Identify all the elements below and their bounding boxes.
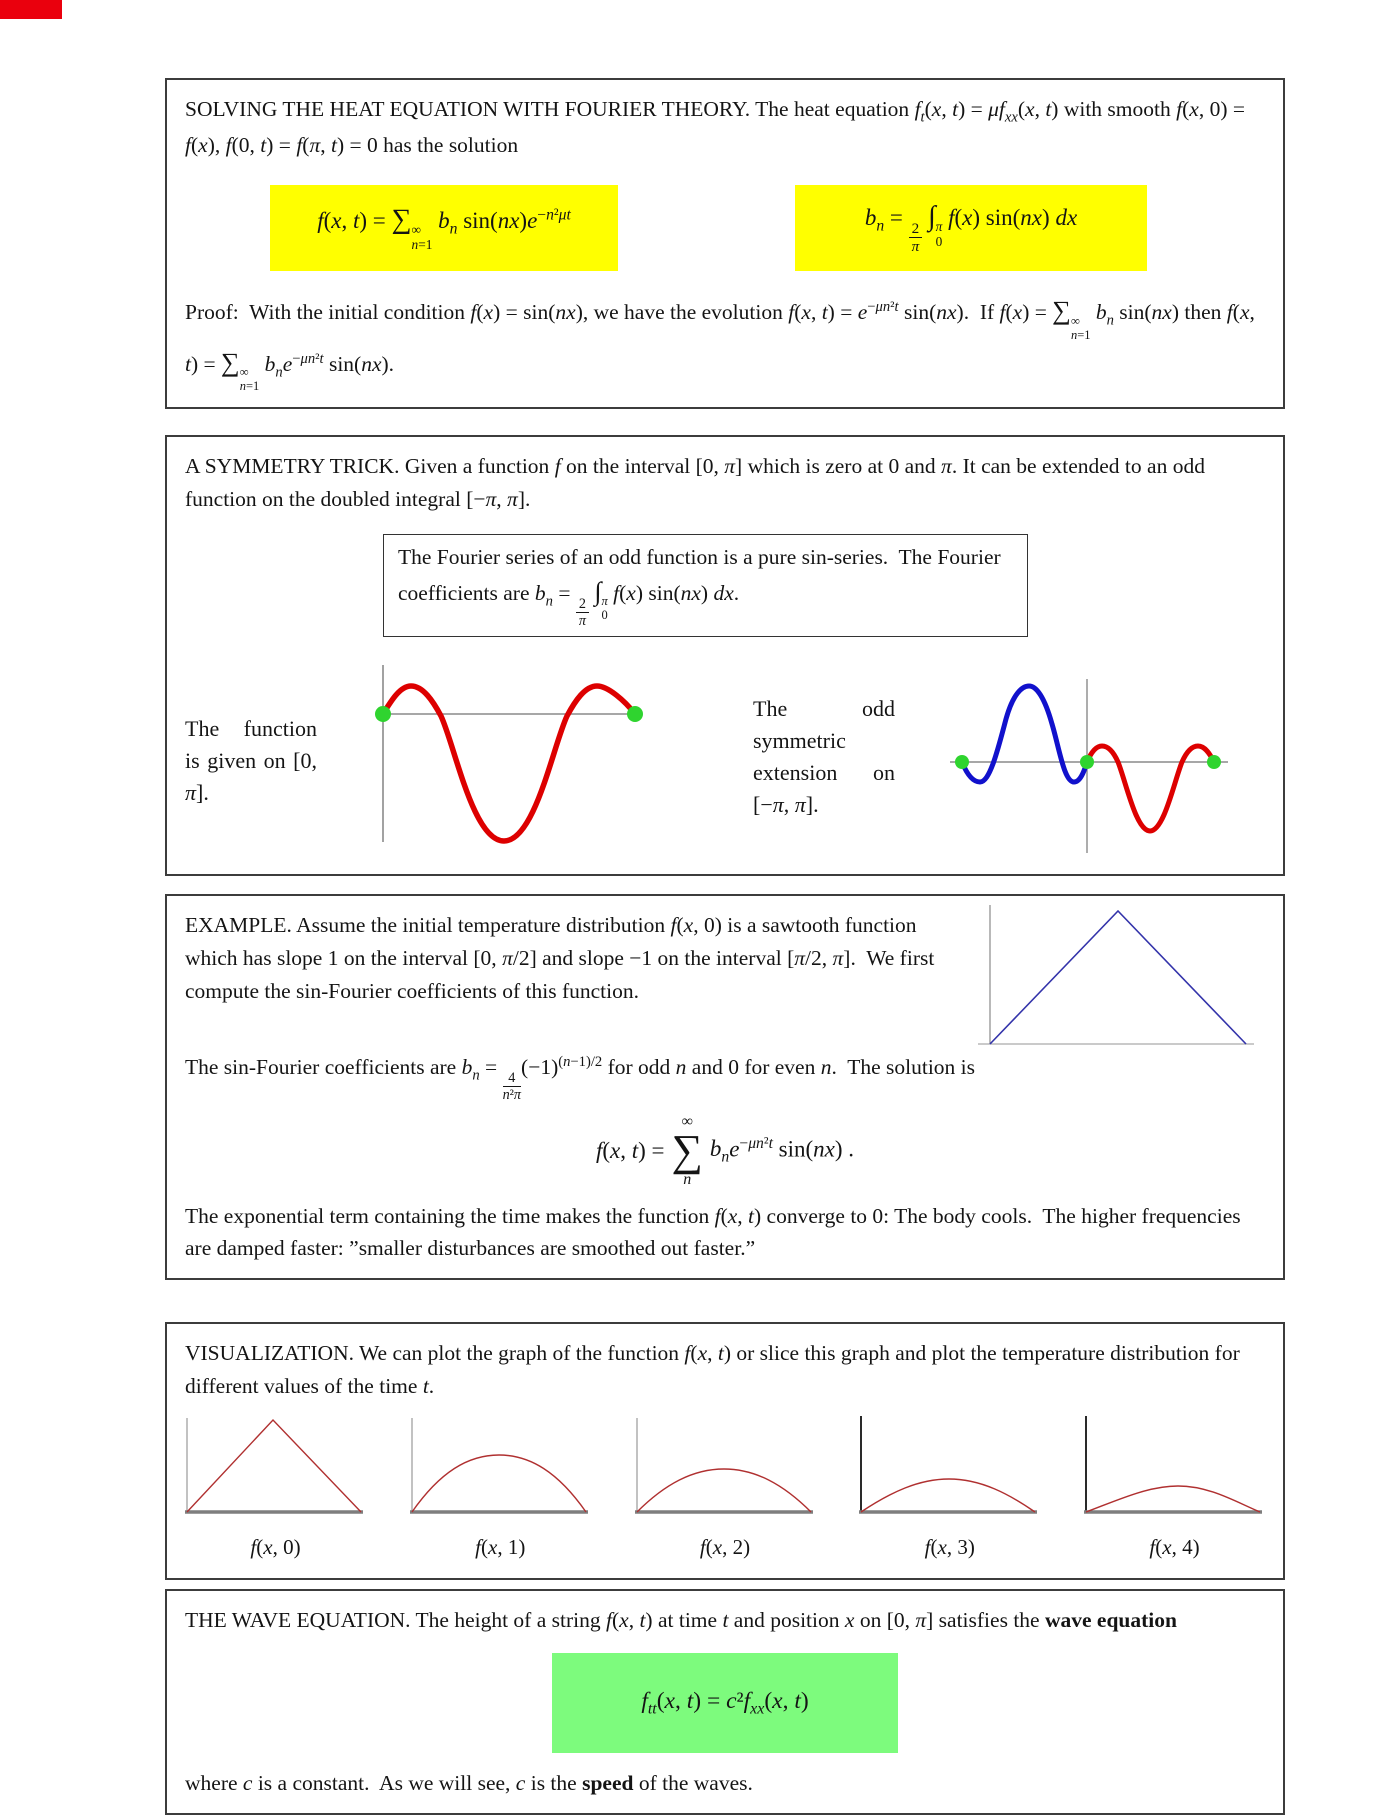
slice-label: f(x, 1) bbox=[475, 1535, 526, 1560]
temperature-curve bbox=[412, 1455, 586, 1512]
slice-plot-t2 bbox=[635, 1416, 816, 1516]
summation-symbol bbox=[672, 1114, 703, 1188]
symmetry-plots-row bbox=[185, 661, 1265, 854]
odd-function-note: The Fourier series of an odd function is a pure sin-series. The Fourier coefficients are $b_n$ = $\frac{2}{\pi}$ ∫ π 0 f(x) sin(nx) dx. bbox=[383, 534, 1028, 638]
wave-formula: $f_{tt}(x$, $t) = c^2f_{xx}(x$, t) bbox=[641, 1687, 809, 1718]
sawtooth-curve bbox=[990, 911, 1246, 1044]
red-corner-marker bbox=[0, 0, 62, 19]
sum-lower-limit: n bbox=[683, 1170, 692, 1188]
slice-plot-cell bbox=[635, 1416, 816, 1560]
visualization-intro-paragraph: VISUALIZATION. We can plot the graph of the function f(x, t) or slice this graph and plot the temperature distribution for different values of the time t. bbox=[185, 1340, 1240, 1398]
slice-plot-t0 bbox=[185, 1416, 366, 1516]
sawtooth-plot bbox=[978, 905, 1263, 1047]
odd-extension-red-curve bbox=[1087, 746, 1214, 831]
heat-proof-paragraph: Proof: With the initial condition f(x) = sin(nx), we have the evolution f(x, $t) = e^{-\mu n^2t}$ sin(nx). If f(x) = ∑ ∞ n=1 $b_n$ sin(nx) then f(x, t) = ∑ ∞ n=1 $b_ne^{-\mu n^2t}$ sin(nx). bbox=[185, 296, 1255, 394]
slice-label: f(x, 3) bbox=[924, 1535, 975, 1560]
wave-formula-highlight bbox=[552, 1653, 898, 1753]
solution-formula-highlight bbox=[270, 185, 618, 271]
endpoint-dot bbox=[955, 755, 969, 769]
section-visualization bbox=[165, 1322, 1285, 1580]
sine-curve bbox=[383, 686, 635, 841]
slice-plot-t4 bbox=[1084, 1416, 1265, 1516]
heat-formula-row bbox=[270, 185, 1265, 271]
temperature-curve bbox=[1086, 1486, 1260, 1512]
slice-plot-cell bbox=[410, 1416, 591, 1560]
slice-label: f(x, 2) bbox=[699, 1535, 751, 1560]
section-wave-equation bbox=[165, 1589, 1285, 1814]
coefficient-formula-highlight bbox=[795, 185, 1147, 271]
heat-intro-paragraph: SOLVING THE HEAT EQUATION WITH FOURIER THEORY. The heat equation $f_t(x$, $t) = \mu f_{xx}(x$, t) with smooth f(x, 0) = f(x), f(0, t) = f(π, t) = 0 has the solution bbox=[185, 97, 1245, 157]
example-intro-paragraph: EXAMPLE. Assume the initial temperature distribution f(x, 0) is a sawtooth function which has slope 1 on the interval [0, π/2] and slope −1 on the interval [π/2, π]. We first compute the sin-Fourier coefficients of this function. bbox=[185, 913, 935, 1003]
sigma-glyph: ∑ bbox=[671, 1125, 703, 1175]
slice-label: f(x, 0) bbox=[250, 1535, 301, 1560]
solution-formula: f(x, t) = ∑ ∞ n=1 $b_n$ $\sin(nx)e^{-n^2\mu t}$ bbox=[317, 203, 571, 252]
coefficient-formula: $b_n$ = $\frac{2}{\pi}$ ∫ π 0 f(x) sin(nx) dx bbox=[864, 200, 1078, 256]
endpoint-dot bbox=[375, 706, 391, 722]
function-plot bbox=[373, 661, 658, 846]
equation-lhs: f(x, t) = bbox=[595, 1137, 665, 1163]
function-plot-caption: The function is given on [0, π]. bbox=[185, 716, 317, 805]
sum-upper-limit: ∞ bbox=[681, 1112, 693, 1130]
example-outro-paragraph: The exponential term containing the time makes the function f(x, t) converge to 0: The body cools. The higher frequencies are damped faster: ”smaller disturbances are smoothed out faster.” bbox=[185, 1203, 1241, 1261]
odd-extension-blue-curve bbox=[962, 686, 1087, 782]
endpoint-dot bbox=[627, 706, 643, 722]
equation-rhs: $b_ne^{-\mu n^2t}$ sin(nx) . bbox=[709, 1134, 855, 1166]
origin-dot bbox=[1080, 755, 1094, 769]
odd-extension-caption: The odd symmetric extension on [−π, π]. bbox=[753, 696, 895, 817]
temperature-curve bbox=[637, 1469, 811, 1512]
section-symmetry-trick bbox=[165, 435, 1285, 876]
slice-plot-cell bbox=[1084, 1416, 1265, 1560]
coefficients-paragraph: The sin-Fourier coefficients are $b_n$ = $\frac{4}{\text{n²π}}$ $(-1)^{(n-1)/2}$ for odd n and 0 for even n. The solution is bbox=[185, 1054, 976, 1104]
section-heat-equation bbox=[165, 78, 1285, 409]
temperature-curve bbox=[187, 1420, 361, 1512]
temperature-slices-row bbox=[185, 1416, 1265, 1560]
solution-display-equation bbox=[185, 1114, 1265, 1188]
slice-label: f(x, 4) bbox=[1149, 1535, 1200, 1560]
endpoint-dot bbox=[1207, 755, 1221, 769]
slice-plot-t1 bbox=[410, 1416, 591, 1516]
slice-plot-cell bbox=[185, 1416, 366, 1560]
temperature-curve bbox=[861, 1479, 1035, 1512]
notes-page bbox=[165, 78, 1285, 1815]
wave-outro-paragraph: where c is a constant. As we will see, c is the speed of the waves. bbox=[185, 1770, 753, 1795]
slice-plot-t3 bbox=[859, 1416, 1040, 1516]
odd-extension-plot bbox=[950, 679, 1230, 854]
section-example bbox=[165, 894, 1285, 1280]
symmetry-intro-paragraph: A SYMMETRY TRICK. Given a function f on the interval [0, π] which is zero at 0 and π. It can be extended to an odd function on the doubled integral [−π, π]. bbox=[185, 454, 1205, 511]
wave-intro-paragraph: THE WAVE EQUATION. The height of a string f(x, t) at time t and position x on [0, π] satisfies the wave equation bbox=[185, 1608, 1177, 1633]
slice-plot-cell bbox=[859, 1416, 1040, 1560]
